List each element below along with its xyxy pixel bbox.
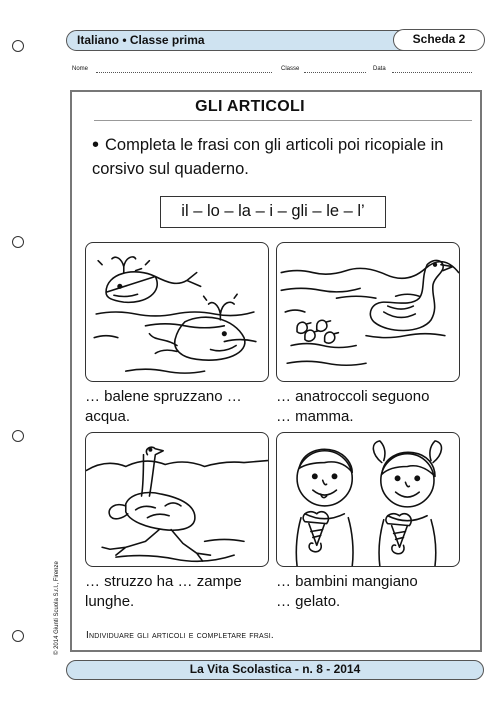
ostrich-illustration <box>85 432 269 567</box>
exercise-caption <box>276 387 429 427</box>
footer-bar: La Vita Scolastica - n. 8 - 2014 <box>66 660 484 680</box>
exercise-caption <box>85 387 242 427</box>
worksheet-title: GLI ARTICOLI <box>195 98 305 115</box>
class-label: Classe <box>281 66 300 72</box>
binder-hole <box>12 40 24 52</box>
sheet-tab: Scheda 2 <box>393 29 485 51</box>
name-label: Nome <box>72 66 89 72</box>
children-illustration <box>276 432 460 567</box>
binder-hole <box>12 430 24 442</box>
date-label: Data <box>373 66 386 72</box>
subject-label: Italiano • Classe prima <box>77 33 205 47</box>
header-bar <box>66 30 484 51</box>
exercise-caption <box>276 572 418 612</box>
whales-illustration <box>85 242 269 382</box>
teacher-note: Individuare gli articoli e completare frasi. <box>86 630 274 641</box>
exercise-line: … bambini mangiano <box>276 573 418 590</box>
binder-hole <box>12 236 24 248</box>
binder-hole <box>12 630 24 642</box>
exercise-caption <box>85 572 242 612</box>
bullet-icon: • <box>92 134 100 156</box>
name-field[interactable] <box>96 72 272 73</box>
exercise-line: acqua. <box>85 408 131 425</box>
date-field[interactable] <box>392 72 472 73</box>
word-bank: il – lo – la – i – gli – le – l’ <box>160 196 386 228</box>
exercise-line: … mamma. <box>276 408 354 425</box>
exercise-line: … anatroccoli seguono <box>276 388 430 405</box>
copyright-text: © 2014 Giunti Scuola S.r.l., Firenze <box>54 561 60 655</box>
instruction-text <box>92 133 472 181</box>
ducks-illustration <box>276 242 460 382</box>
exercise-line: … gelato. <box>276 593 341 610</box>
exercise-line: … struzzo ha … zampe <box>85 573 242 590</box>
class-field[interactable] <box>304 72 366 73</box>
exercise-line: … balene spruzzano … <box>85 388 242 405</box>
student-info-row <box>0 66 500 78</box>
title-divider <box>94 120 472 121</box>
exercise-line: lunghe. <box>85 593 135 610</box>
instruction-label: Completa le frasi con gli articoli poi ricopiale in corsivo sul quaderno. <box>92 136 444 178</box>
